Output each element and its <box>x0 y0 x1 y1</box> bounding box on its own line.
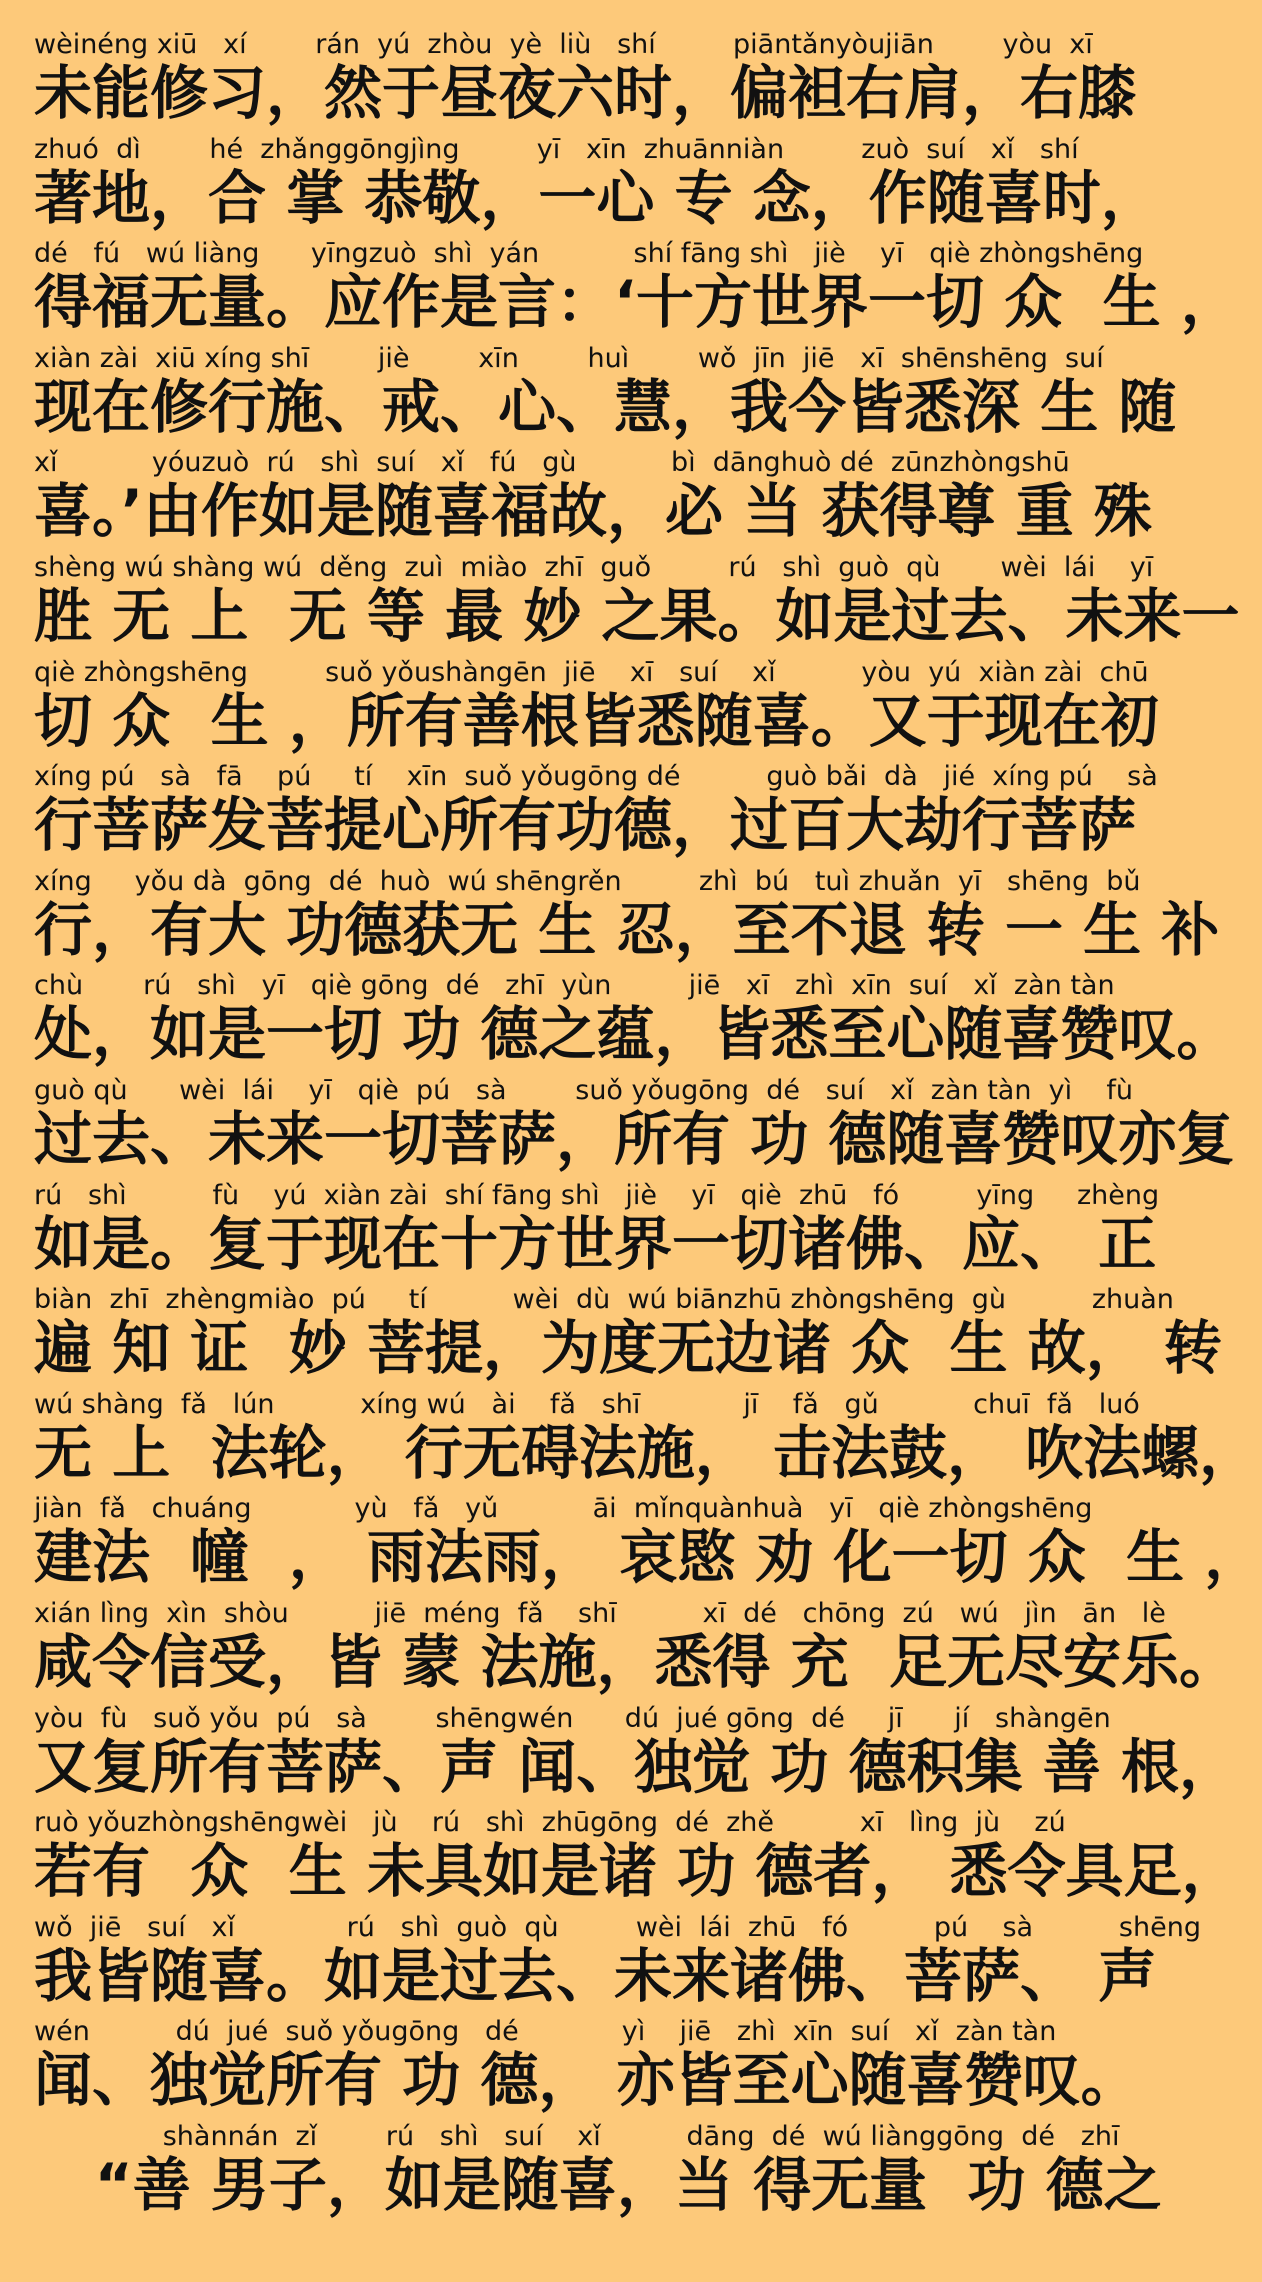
pinyin-annotation: chù rú shì yī qiè gōng dé zhī yùn jiē xī zhì xīn suí xǐ zàn tàn <box>34 970 1115 1002</box>
chinese-text: 我皆随喜。如是过去、未来诸佛、菩萨、 声 <box>34 1941 1157 2010</box>
text-line <box>0 29 1137 134</box>
chinese-text: 建法 幢 ， 雨法雨， 哀愍 劝 化一切 众 生 ， <box>34 1523 1262 1592</box>
chinese-text: “善 男子，如是随喜，当 得无量 功 德之 <box>34 2151 1162 2219</box>
text-line <box>0 1598 1237 1703</box>
pinyin-annotation: shànnán zǐ rú shì suí xǐ dāng dé wú liànggōng dé zhī <box>34 2121 1120 2152</box>
pinyin-annotation: wú shàng fǎ lún xíng wú ài fǎ shī jī fǎ gǔ chuī fǎ luó <box>34 1388 1140 1420</box>
chinese-text: 过去、未来一切菩萨，所有 功 德随喜赞叹亦复 <box>34 1105 1235 1173</box>
pinyin-annotation: xián lìng xìn shòu jiē méng fǎ shī xī dé chōng zú wú jìn ān lè <box>34 1598 1166 1629</box>
text-line <box>0 1702 1237 1808</box>
chinese-text: 行菩萨发菩提心所有功德，过百大劫行菩萨 <box>34 791 1137 860</box>
pinyin-annotation: wèinéng xiū xí rán yú zhòu yè liù shí piāntǎnyòujiān yòu xī <box>34 29 1093 60</box>
chinese-text: 若有 众 生 未具如是诸 功 德者， 悉令具足， <box>34 1837 1240 1906</box>
chinese-text: 得福无量。应作是言：‘十方世界一切 众 生 ， <box>34 268 1239 337</box>
pinyin-annotation: xǐ yóuzuò rú shì suí xǐ fú gù bì dānghuò dé zūnzhòngshū <box>34 447 1070 479</box>
text-line <box>0 1807 1240 1912</box>
chinese-text: 如是。复于现在十方世界一切诸佛、应、 正 <box>34 1209 1157 1278</box>
pinyin-annotation: biàn zhī zhèngmiào pú tí wèi dù wú biānzhū zhòngshēng gù zhuàn <box>34 1284 1174 1316</box>
pinyin-annotation: ruò yǒuzhòngshēngwèi jù rú shì zhūgōng dé zhě xī lìng jù zú <box>34 1807 1066 1839</box>
text-line <box>0 133 1159 239</box>
pinyin-annotation: wǒ jiē suí xǐ rú shì guò qù wèi lái zhū fó pú sà shēng <box>34 1911 1201 1943</box>
chinese-text: 著地，合 掌 恭敬，一心 专 念，作随喜时， <box>34 163 1159 232</box>
pinyin-annotation: wén dú jué suǒ yǒugōng dé yì jiē zhì xīn suí xǐ zàn tàn <box>34 2016 1057 2048</box>
text-line <box>0 761 1158 866</box>
text-line <box>0 2016 1139 2121</box>
text-line <box>0 1075 1235 1180</box>
chinese-text: 未能修习，然于昼夜六时，偏袒右肩，右膝 <box>34 59 1137 127</box>
chinese-text: 行，有大 功德获无 生 忍，至不退 转 一 生 补 <box>34 895 1220 964</box>
pinyin-annotation: xíng pú sà fā pú tí xīn suǒ yǒugōng dé guò bǎi dà jié xíng pú sà <box>34 761 1158 793</box>
text-line <box>0 1493 1262 1598</box>
text-line <box>0 1388 1258 1494</box>
pinyin-annotation: guò qù wèi lái yī qiè pú sà suǒ yǒugōng dé suí xǐ zàn tàn yì fù <box>34 1075 1134 1106</box>
chinese-text: 切 众 生 ，所有善根皆悉随喜。又于现在初 <box>34 686 1159 755</box>
pinyin-annotation: dé fú wú liàng yīngzuò shì yán shí fāng shì jiè yī qiè zhòngshēng <box>34 238 1144 270</box>
pinyin-annotation: rú shì fù yú xiàn zài shí fāng shì jiè yī qiè zhū fó yīng zhèng <box>34 1179 1160 1211</box>
chinese-text: 喜。’由作如是随喜福故，必 当 获得尊 重 殊 <box>34 477 1152 546</box>
text-line <box>0 970 1235 1075</box>
pinyin-annotation: jiàn fǎ chuáng yù fǎ yǔ āi mǐnquànhuà yī qiè zhòngshēng <box>34 1493 1093 1525</box>
pinyin-annotation: qiè zhòngshēng suǒ yǒushàngēn jiē xī suí xǐ yòu yú xiàn zài chū <box>34 656 1149 688</box>
text-line <box>0 342 1177 448</box>
pinyin-annotation: xíng yǒu dà gōng dé huò wú shēngrěn zhì bú tuì zhuǎn yī shēng bǔ <box>34 865 1141 897</box>
chinese-text: 又复所有菩萨、声 闻、独觉 功 德积集 善 根， <box>34 1732 1237 1801</box>
text-line <box>0 1284 1222 1389</box>
text-line <box>0 865 1220 971</box>
text-line <box>0 2121 1162 2226</box>
pinyin-annotation: zhuó dì hé zhǎnggōngjìng yī xīn zhuānniàn zuò suí xǐ shí <box>34 133 1079 165</box>
text-line <box>0 1179 1160 1285</box>
text-line <box>0 238 1239 343</box>
text-line <box>0 1911 1201 2017</box>
chinese-text: 闻、独觉所有 功 德， 亦皆至心随喜赞叹。 <box>34 2046 1139 2115</box>
chinese-text: 咸令信受，皆 蒙 法施，悉得 充 足无尽安乐。 <box>34 1628 1237 1696</box>
chinese-text: 遍 知 证 妙 菩提，为度无边诸 众 生 故， 转 <box>34 1314 1222 1383</box>
chinese-text: 处，如是一切 功 德之蕴，皆悉至心随喜赞叹。 <box>34 1000 1235 1069</box>
text-line <box>0 447 1152 552</box>
chinese-text: 现在修行施、戒、心、慧，我今皆悉深 生 随 <box>34 372 1177 441</box>
pinyin-annotation: yòu fù suǒ yǒu pú sà shēngwén dú jué gōng dé jī jí shàngēn <box>34 1702 1111 1734</box>
text-line <box>0 656 1159 762</box>
pinyin-annotation: xiàn zài xiū xíng shī jiè xīn huì wǒ jīn jiē xī shēnshēng suí <box>34 342 1104 374</box>
pinyin-annotation: shèng wú shàng wú děng zuì miào zhī guǒ rú shì guò qù wèi lái yī <box>34 552 1154 583</box>
chinese-text: 无 上 法轮， 行无碍法施， 击法鼓， 吹法螺， <box>34 1418 1258 1487</box>
chinese-text: 胜 无 上 无 等 最 妙 之果。如是过去、未来一 <box>34 582 1240 650</box>
text-line <box>0 552 1240 657</box>
